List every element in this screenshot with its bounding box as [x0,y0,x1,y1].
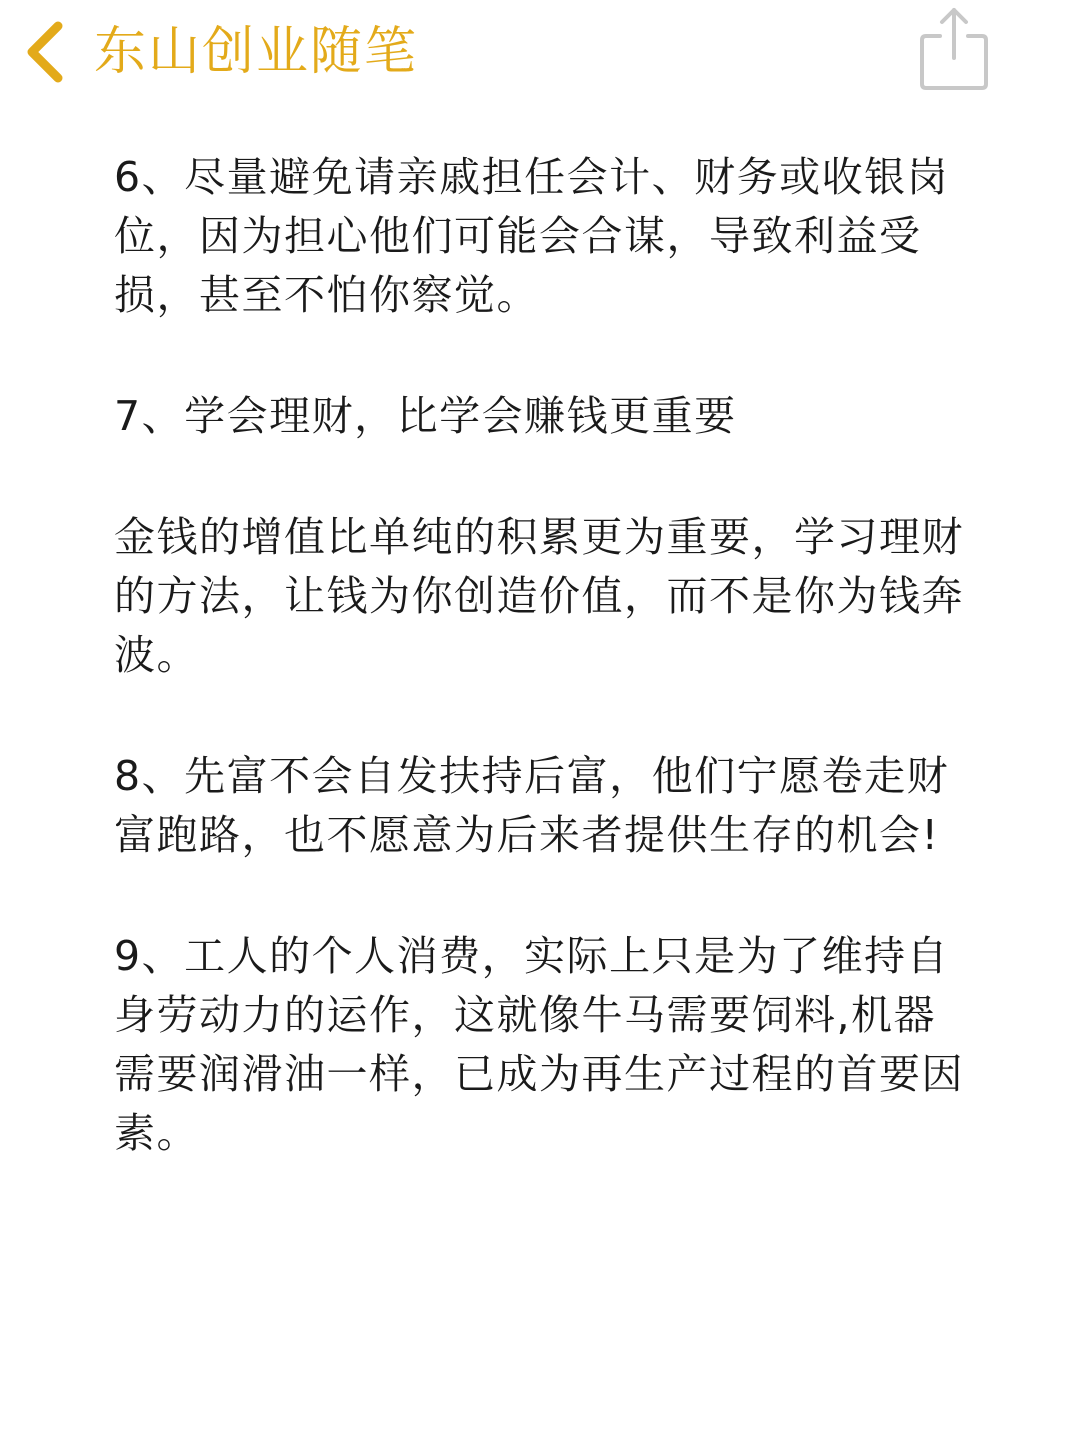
text-line: 富跑路，也不愿意为后来者提供生存的机会! [114,811,940,859]
navigation-bar [0,0,1080,110]
paragraph-7-body [114,508,994,685]
text-line: 需要润滑油一样，已成为再生产过程的首要因 [114,1050,964,1098]
text-line: 8、先富不会自发扶持后富，他们宁愿卷走财 [114,752,950,800]
paragraph-9 [114,927,994,1163]
back-button[interactable] [22,10,418,94]
text-line: 损，甚至不怕你察觉。 [114,271,539,319]
article-content [114,148,994,1225]
paragraph-6 [114,148,994,325]
back-button-label: 东山创业随笔 [94,22,419,82]
text-line: 波。 [114,631,199,679]
paragraph-7-heading [114,387,994,446]
text-line: 6、尽量避免请亲戚担任会计、财务或收银岗 [114,153,950,201]
text-line: 位，因为担心他们可能会合谋，导致利益受 [114,212,922,260]
text-line: 的方法，让钱为你创造价值，而不是你为钱奔 [114,572,964,620]
paragraph-8 [114,747,994,865]
text-line: 金钱的增值比单纯的积累更为重要，学习理财 [114,513,964,561]
text-line: 7、学会理财，比学会赚钱更重要 [114,392,737,440]
share-icon[interactable] [918,6,990,92]
text-line: 9、工人的个人消费，实际上只是为了维持自 [114,932,950,980]
chevron-left-icon [22,20,72,84]
text-line: 身劳动力的运作，这就像牛马需要饲料,机器 [114,991,937,1039]
text-line: 素。 [114,1109,199,1157]
